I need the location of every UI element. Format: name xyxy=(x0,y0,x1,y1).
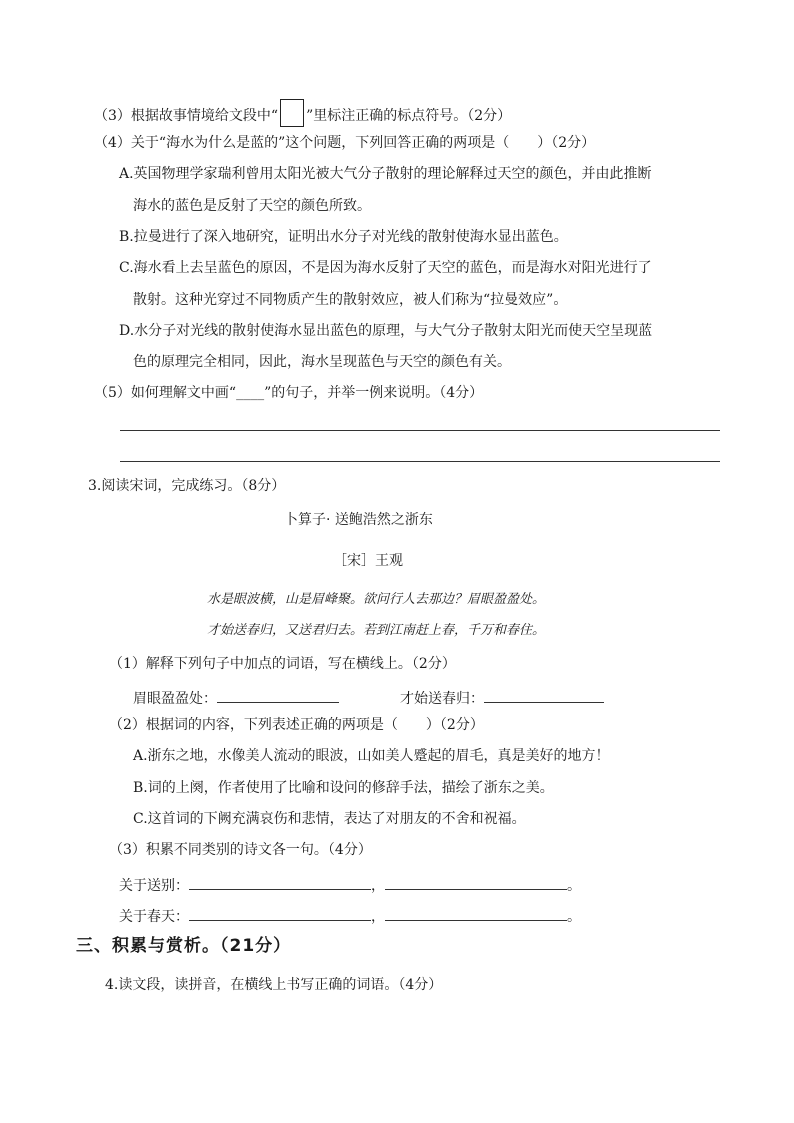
spring-line: 关于春天： ， 。 xyxy=(119,904,581,927)
poem-option-b: B.词的上阕，作者使用了比喻和设问的修辞手法，描绘了浙东之美。 xyxy=(133,780,554,796)
option-d-line1: D.水分子对光线的散射使海水显出蓝色的原理，与大气分子散射太阳光而使天空呈现蓝 xyxy=(119,323,653,339)
question-2-4: （4）关于“海水为什么是蓝的”这个问题，下列回答正确的两项是（ ）（2分） xyxy=(94,135,596,151)
option-b: B.拉曼进行了深入地研究，证明出水分子对光线的散射使海水显出蓝色。 xyxy=(119,229,568,245)
poem-author: ［宋］王观 xyxy=(333,553,403,569)
spring-blank-1[interactable] xyxy=(189,904,371,921)
answer-blank-1a[interactable] xyxy=(217,686,339,703)
question-3-2: （2）根据词的内容，下列表述正确的两项是（ ）（2分） xyxy=(109,717,484,733)
answer-line-1[interactable] xyxy=(120,430,720,431)
answer-line-2[interactable] xyxy=(120,461,720,462)
farewell-blank-2[interactable] xyxy=(385,873,567,890)
question-3-1-a: 眉眼盈盈处： xyxy=(133,686,339,709)
farewell-blank-1[interactable] xyxy=(189,873,371,890)
farewell-line: 关于送别： ， 。 xyxy=(119,873,581,896)
question-3-1-b: 才始送春归： xyxy=(400,686,604,709)
option-a-line2: 海水的蓝色是反射了天空的颜色所致。 xyxy=(133,198,371,214)
option-c-line1: C.海水看上去呈蓝色的原因，不是因为海水反射了天空的蓝色，而是海水对阳光进行了 xyxy=(119,260,652,276)
answer-blank-1b[interactable] xyxy=(484,686,604,703)
poem-option-a: A.浙东之地，水像美人流动的眼波，山如美人蹙起的眉毛，真是美好的地方！ xyxy=(133,748,610,764)
section-3-heading: 三、积累与赏析。（21分） xyxy=(76,936,292,956)
poem-line-1: 水是眼波横，山是眉峰聚。欲问行人去那边？眉眼盈盈处。 xyxy=(207,592,546,607)
question-2-3: （3）根据故事情境给文段中“ ”里标注正确的标点符号。（2分） xyxy=(94,102,511,130)
question-2-5: （5）如何理解文中画“____”的句子，并举一例来说明。（4分） xyxy=(94,385,484,401)
question-4-heading: 4.读文段，读拼音，在横线上书写正确的词语。（4分） xyxy=(105,977,443,993)
poem-line-2: 才始送春归，又送君归去。若到江南赶上春，千万和春住。 xyxy=(207,623,546,638)
poem-title: 卜算子· 送鲍浩然之浙东 xyxy=(284,512,433,528)
question-3-1: （1）解释下列句子中加点的词语，写在横线上。（2分） xyxy=(109,656,456,672)
question-3-heading: 3.阅读宋词，完成练习。（8分） xyxy=(88,478,286,494)
option-d-line2: 色的原理完全相同，因此，海水呈现蓝色与天空的颜色有关。 xyxy=(133,354,511,370)
question-3-3: （3）积累不同类别的诗文各一句。（4分） xyxy=(109,842,372,858)
poem-option-c: C.这首词的下阙充满哀伤和悲情，表达了对朋友的不舍和祝福。 xyxy=(133,811,526,827)
option-c-line2: 散射。这种光穿过不同物质产生的散射效应，被人们称为“拉曼效应”。 xyxy=(133,292,568,308)
punctuation-answer-box[interactable] xyxy=(280,99,304,127)
option-a-line1: A.英国物理学家瑞利曾用太阳光被大气分子散射的理论解释过天空的颜色，并由此推断 xyxy=(119,166,652,182)
spring-blank-2[interactable] xyxy=(385,904,567,921)
